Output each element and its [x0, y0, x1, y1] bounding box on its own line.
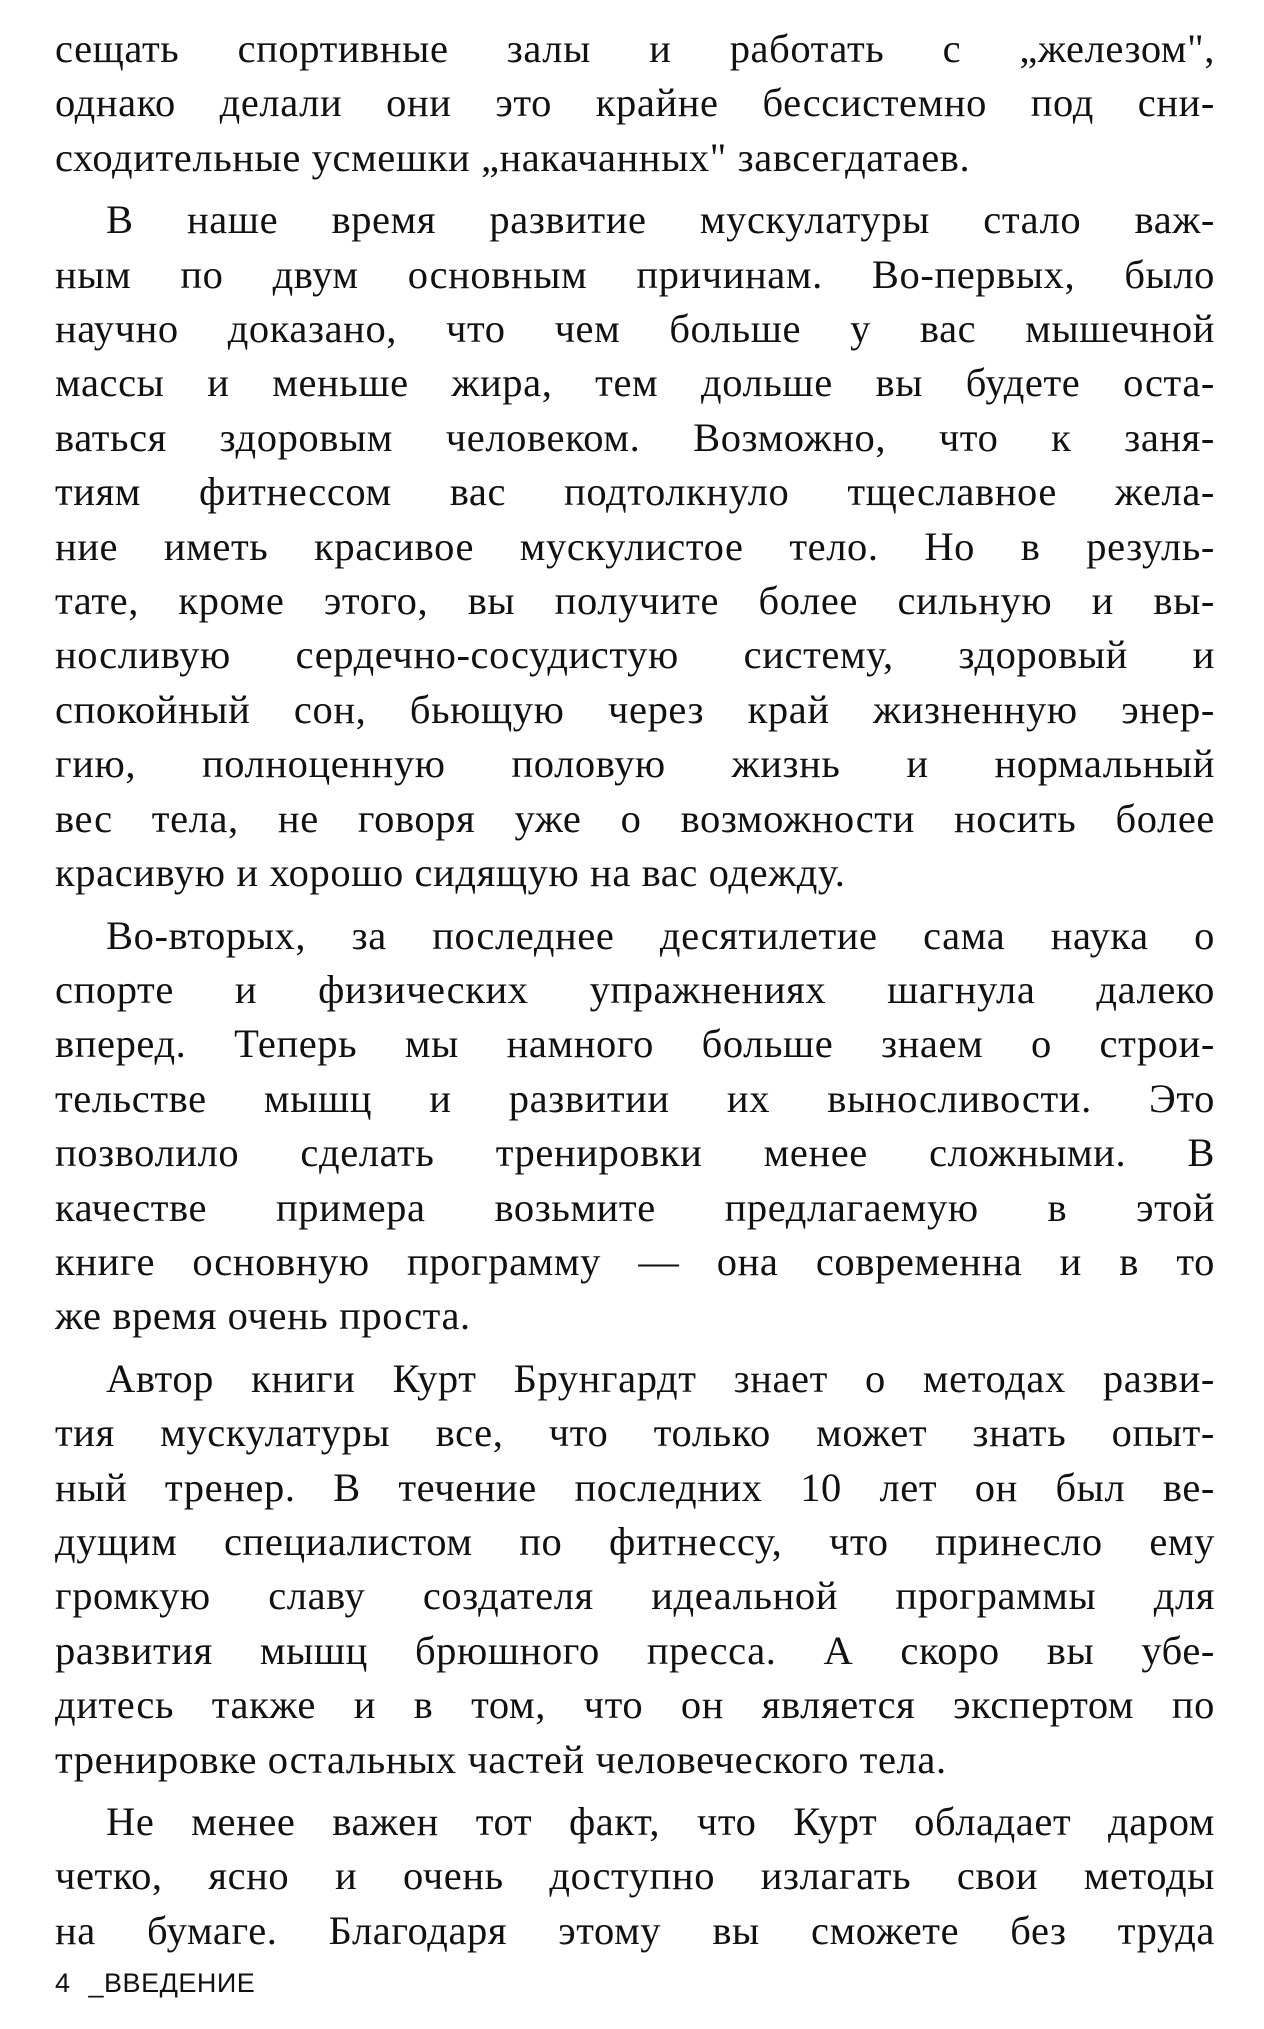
body-text [55, 22, 1215, 1958]
text-line: дущим специалистом по фитнессу, что принесло ему [55, 1518, 1215, 1564]
text-line: массы и меньше жира, тем дольше вы будете оста- [55, 360, 1215, 406]
text-line: Во-вторых, за последнее десятилетие сама наука о [106, 912, 1215, 958]
text-line: развития мышц брюшного пресса. А скоро вы убе- [55, 1627, 1215, 1673]
text-line: громкую славу создателя идеальной программы для [55, 1573, 1215, 1619]
text-line: спорте и физических упражнениях шагнула далеко [55, 966, 1215, 1012]
text-line: на бумаге. Благодаря этому вы сможете без труда [55, 1907, 1215, 1953]
text-line: тате, кроме этого, вы получите более сильную и вы- [55, 578, 1215, 624]
text-line: носливую сердечно-сосудистую систему, здоровый и [55, 632, 1215, 678]
text-line: тельстве мышц и развитии их выносливости. Это [55, 1075, 1215, 1121]
running-header: _ВВЕДЕНИЕ [88, 1968, 256, 1998]
text-line: научно доказано, что чем больше у вас мышечной [55, 306, 1215, 352]
text-line: же время очень проста. [55, 1293, 471, 1339]
text-line: тиям фитнессом вас подтолкнуло тщеславное жела- [55, 469, 1215, 515]
text-line: дитесь также и в том, что он является экспертом по [55, 1682, 1215, 1728]
text-line: ние иметь красивое мускулистое тело. Но в резуль- [55, 523, 1215, 569]
text-line: вперед. Теперь мы намного больше знаем о строи- [55, 1021, 1215, 1067]
paragraph [55, 22, 1215, 185]
text-line: вес тела, не говоря уже о возможности носить более [55, 795, 1215, 841]
text-line: ным по двум основным причинам. Во-первых, было [55, 251, 1215, 297]
text-line: спокойный сон, бьющую через край жизненную энер- [55, 686, 1215, 732]
book-page [55, 22, 1215, 2002]
text-line: тия мускулатуры все, что только может знать опыт- [55, 1410, 1215, 1456]
text-line: гию, полноценную половую жизнь и нормальный [55, 741, 1215, 787]
text-line: четко, ясно и очень доступно излагать свои методы [55, 1853, 1215, 1899]
text-line: позволило сделать тренировки менее сложными. В [55, 1130, 1215, 1176]
text-line: сещать спортивные залы и работать с „железом", [55, 26, 1215, 71]
paragraph [55, 1352, 1215, 1787]
text-line: качестве примера возьмите предлагаемую в этой [55, 1184, 1215, 1230]
text-line: тренировке остальных частей человеческого тела. [55, 1736, 947, 1782]
paragraph [55, 1795, 1215, 1958]
text-line: сходительные усмешки „накачанных" завсегдатаев. [55, 134, 971, 180]
text-line: однако делали они это крайне бессистемно под сни- [55, 80, 1215, 126]
page-number: 4 [55, 1968, 71, 1998]
page-footer [55, 1968, 255, 1999]
text-line: книге основную программу — она современна и в то [55, 1238, 1215, 1284]
paragraph [55, 909, 1215, 1344]
text-line: Автор книги Курт Брунгардт знает о методах разви- [106, 1355, 1215, 1401]
text-line: ный тренер. В течение последних 10 лет он был ве- [55, 1464, 1215, 1510]
text-line: ваться здоровым человеком. Возможно, что к заня- [55, 414, 1215, 460]
paragraph [55, 193, 1215, 900]
text-line: В наше время развитие мускулатуры стало важ- [106, 197, 1215, 243]
text-line: красивую и хорошо сидящую на вас одежду. [55, 850, 846, 896]
text-line: Не менее важен тот факт, что Курт обладает даром [106, 1799, 1215, 1844]
